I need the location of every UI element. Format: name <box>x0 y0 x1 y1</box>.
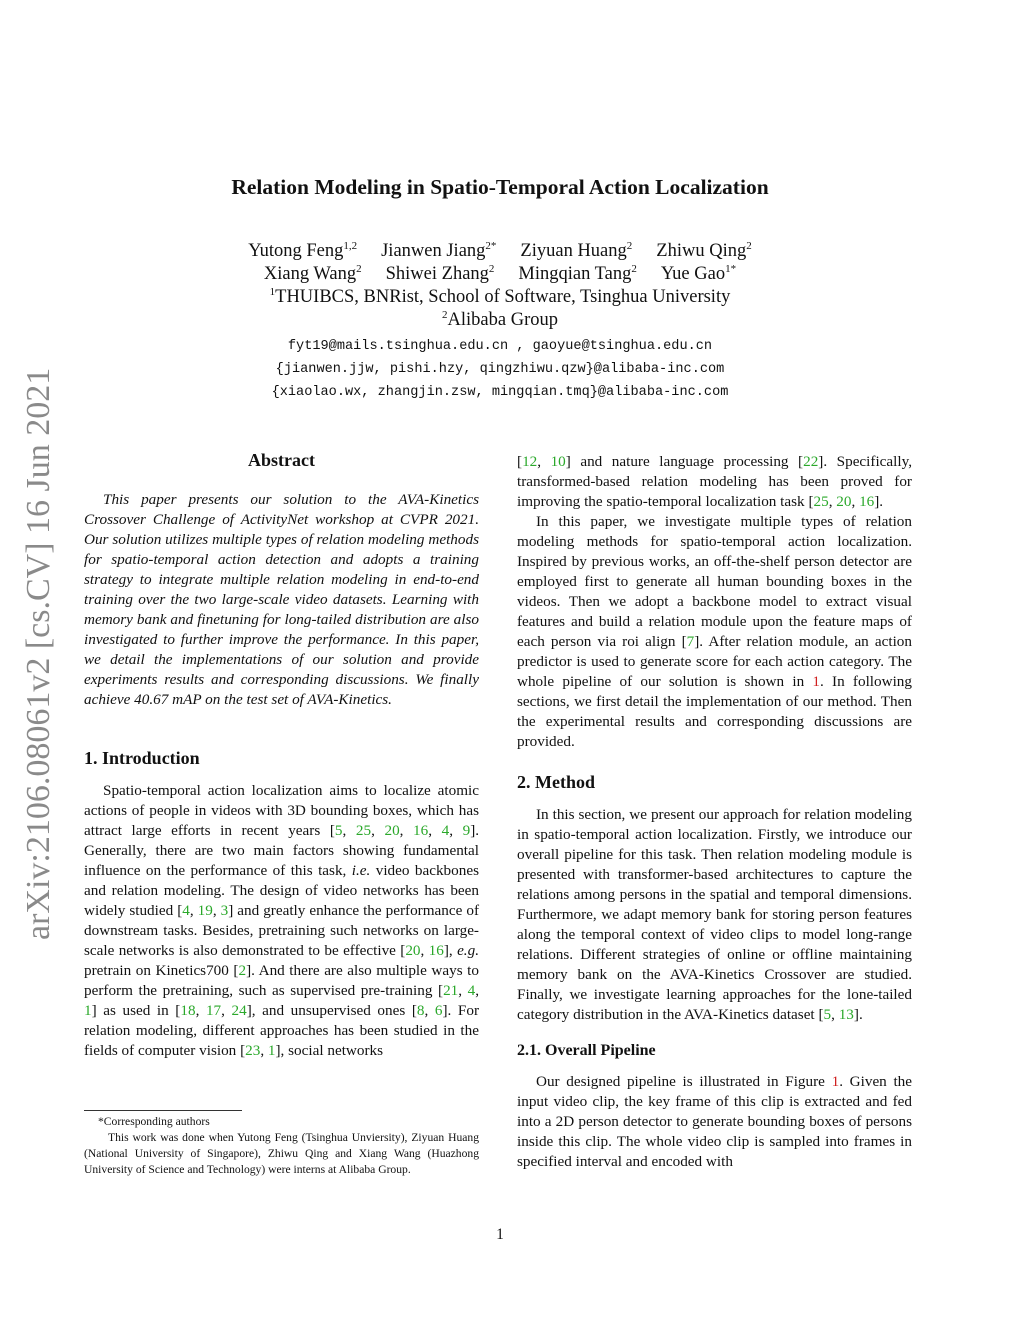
text-run: , <box>458 982 468 999</box>
text-run: , <box>212 902 221 919</box>
text-run: , <box>428 822 442 839</box>
italic-text: e.g. <box>457 942 479 959</box>
citation-link[interactable]: 18 <box>180 1002 196 1019</box>
text-run: , <box>851 493 860 510</box>
citation-link[interactable]: 25 <box>813 493 829 510</box>
text-run: ]. After relation module, an action predictor is used to generate score for each action category. The whole pipeline of our solution is shown in <box>517 633 912 690</box>
footnote-corresponding: *Corresponding authors <box>98 1115 210 1128</box>
text-run: ]. Generally, there are two main factors showing fundamental influence on the performance of this task, <box>84 822 480 879</box>
text-run: , <box>189 902 198 919</box>
email-line-3: {xiaolao.wx, zhangjin.zsw, mingqian.tmq}@alibaba-inc.com <box>271 385 729 400</box>
text-run: , <box>221 1002 232 1019</box>
text-run: , <box>195 1002 206 1019</box>
author-block <box>0 240 1000 404</box>
author-name: Shiwei Zhang$^2$ <box>385 263 495 284</box>
text-run: . Given the input video clip, the key frame of this clip is extracted and fed into a 2D person detector to generate bounding boxes of persons inside this clip. The whole video clip is sampled into frames in specified interval and encoded with <box>517 1073 913 1170</box>
page-number: 1 <box>496 1226 504 1243</box>
citation-link[interactable]: 10 <box>550 453 566 470</box>
paper-title: Relation Modeling in Spatio-Temporal Action Localization <box>231 175 769 199</box>
citation-link[interactable]: 12 <box>522 453 538 470</box>
text-run: , <box>828 493 837 510</box>
citation-link[interactable]: 20 <box>836 493 852 510</box>
authors-row-2 <box>0 263 1000 286</box>
citation-link[interactable]: 5 <box>823 1006 832 1023</box>
left-column <box>84 450 479 1061</box>
subsection-overall-pipeline-heading: 2.1. Overall Pipeline <box>517 1042 656 1059</box>
citation-link[interactable]: 23 <box>245 1042 261 1059</box>
citation-link[interactable]: 16 <box>859 493 875 510</box>
text-run: [ <box>517 453 523 470</box>
related-work-paragraph <box>517 452 912 512</box>
text-run: , <box>475 982 480 999</box>
author-name: Zhiwu Qing$^2$ <box>656 240 752 261</box>
text-run: , <box>371 822 385 839</box>
author-name: Yutong Feng$^{1,2}$ <box>248 240 358 261</box>
citation-link[interactable]: 4 <box>441 822 450 839</box>
text-run: ], <box>443 942 458 959</box>
author-name: Xiang Wang$^2$ <box>263 263 362 284</box>
text-run: ] and greatly enhance the performance of downstream tasks. Besides, pretraining such networks on large-scale networks is also demonstrated to be effective [ <box>84 902 480 959</box>
citation-link[interactable]: 7 <box>686 633 695 650</box>
text-run: In this section, we present our approach for relation modeling in spatio-temporal action localization. Firstly, we introduce our overall pipeline for this task. Then relation modeling module is presented with transformer-based architectures to capture the relations among persons in the spatial and temporal dimensions. Furthermore, we adapt memory bank for storing person features along the temporal context of video clips to model long-range relations. Different strategies of online or offline maintaining memory bank on the AVA-Kinetics Crossover are studied. Finally, we investigate learning approaches for the lone-tailed category distribution in the AVA-Kinetics dataset [ <box>517 806 912 1023</box>
citation-link[interactable]: 2 <box>238 962 247 979</box>
citation-link[interactable]: 19 <box>197 902 213 919</box>
text-run: . In following sections, we first detail the implementation of our method. Then the experimental results and corresponding discussions are provided. <box>517 673 912 750</box>
section-method-heading: 2. Method <box>517 772 595 792</box>
text-run: In this paper, we investigate multiple types of relation modeling methods for spatio-temporal action localization. Inspired by previous works, an off-the-shelf person detector are employed first to generate all human bounding boxes in the videos. Then we adopt a backbone model to extract visual features and build a relation module upon the feature maps of each person via roi align [ <box>517 513 912 650</box>
arxiv-identifier: arXiv:2106.08061v2 [cs.CV] 16 Jun 2021 <box>20 367 57 940</box>
affiliation-1: $^1$THUIBCS, BNRist, School of Software, Tsinghua University <box>269 286 731 307</box>
citation-link[interactable]: 1 <box>84 1002 92 1019</box>
text-run: , <box>342 822 356 839</box>
text-run: ]. <box>853 1006 863 1023</box>
text-run: Spatio-temporal action localization aims to localize atomic actions of people in videos with 3D bounding boxes, which has attract large efforts in recent years [ <box>84 782 479 839</box>
text-run: , <box>537 453 551 470</box>
citation-link[interactable]: 21 <box>443 982 459 999</box>
email-line-1: fyt19@mails.tsinghua.edu.cn , gaoyue@tsinghua.edu.cn <box>287 339 713 354</box>
citation-link[interactable]: 6 <box>434 1002 443 1019</box>
text-run: ] and nature language processing [ <box>565 453 804 470</box>
pipeline-paragraph <box>517 1072 912 1172</box>
footnote-internship: This work was done when Yutong Feng (Tsinghua Unviersity), Ziyuan Huang (National University of Singapore), Zhiwu Qing and Xiang Wang (Huazhong University of Science and Technology) were interns at Alibaba Group. <box>84 1131 479 1176</box>
citation-link[interactable]: 1 <box>267 1042 276 1059</box>
citation-link[interactable]: 17 <box>205 1002 222 1019</box>
right-column <box>517 452 912 1172</box>
citation-link[interactable]: 20 <box>405 942 421 959</box>
text-run: ]. <box>874 493 884 510</box>
citation-link[interactable]: 5 <box>334 822 343 839</box>
text-run: pretrain on Kinetics700 [ <box>84 962 239 979</box>
text-run: , <box>399 822 414 839</box>
italic-text: i.e. <box>351 862 371 879</box>
text-run: video backbones and relation modeling. The design of video networks has been widely studied [ <box>84 862 479 919</box>
text-run: ]. Specifically, transformed-based relation modeling has been proved for improving the spatio-temporal localization task [ <box>517 453 912 510</box>
citation-link[interactable]: 16 <box>413 822 429 839</box>
text-run: , <box>420 942 429 959</box>
method-paragraph <box>517 805 912 1025</box>
email-line-2: {jianwen.jjw, pishi.hzy, qingzhiwu.qzw}@alibaba-inc.com <box>275 362 725 377</box>
intro-paragraph <box>84 781 479 1061</box>
figure-reference-link[interactable]: 1 <box>831 1073 840 1090</box>
text-run: , <box>831 1006 839 1023</box>
citation-link[interactable]: 8 <box>416 1002 425 1019</box>
text-run: ]. For relation modeling, different approaches has been studied in the fields of computer vision [ <box>84 1002 480 1059</box>
citation-link[interactable]: 25 <box>355 822 372 839</box>
text-run: ], and unsupervised ones [ <box>246 1002 417 1019</box>
citation-link[interactable]: 3 <box>220 902 229 919</box>
section-introduction-heading: 1. Introduction <box>84 748 200 768</box>
paper-overview-paragraph <box>517 512 912 752</box>
author-name: Ziyuan Huang$^2$ <box>520 240 633 261</box>
text-run: , <box>449 822 463 839</box>
text-run: , <box>424 1002 435 1019</box>
citation-link[interactable]: 20 <box>384 822 400 839</box>
author-name: Jianwen Jiang$^{2*}$ <box>381 240 497 261</box>
figure-reference-link[interactable]: 1 <box>812 673 820 690</box>
author-name: Yue Gao$^{1*}$ <box>660 263 737 284</box>
abstract-text: This paper presents our solution to the AVA-Kinetics Crossover Challenge of ActivityNet workshop at CVPR 2021. Our solution utilizes multiple types of relation modeling methods for spatio-temporal action detection and adopts a training strategy to integrate multiple relation modeling in end-to-end training over the two large-scale video datasets. Learning with memory bank and finetuning for long-tailed distribution are also investigated to further improve the performance. In this paper, we detail the implementations of our solution and provide experiments results and corresponding discussions. We finally achieve 40.67 mAP on the test set of AVA-Kinetics. <box>84 491 479 708</box>
author-name: Mingqian Tang$^2$ <box>518 263 637 284</box>
text-run: ], social networks <box>275 1042 384 1059</box>
citation-link[interactable]: 24 <box>231 1002 247 1019</box>
footnotes <box>84 1114 479 1178</box>
citation-link[interactable]: 4 <box>182 902 190 919</box>
text-run: Our designed pipeline is illustrated in Figure <box>536 1073 832 1090</box>
citation-link[interactable]: 4 <box>467 982 476 999</box>
text-run: , <box>260 1042 268 1059</box>
text-run: ] as used in [ <box>91 1002 181 1019</box>
affiliation-2: $^2$Alibaba Group <box>442 309 558 330</box>
authors-row-1 <box>0 240 1000 263</box>
abstract-heading: Abstract <box>248 450 315 470</box>
citation-link[interactable]: 9 <box>462 822 471 839</box>
citation-link[interactable]: 22 <box>803 453 819 470</box>
citation-link[interactable]: 13 <box>838 1006 854 1023</box>
text-run: ]. And there are also multiple ways to perform the pretraining, such as supervised pre-training [ <box>84 962 479 999</box>
citation-link[interactable]: 16 <box>428 942 444 959</box>
footnote-rule <box>84 1110 242 1111</box>
